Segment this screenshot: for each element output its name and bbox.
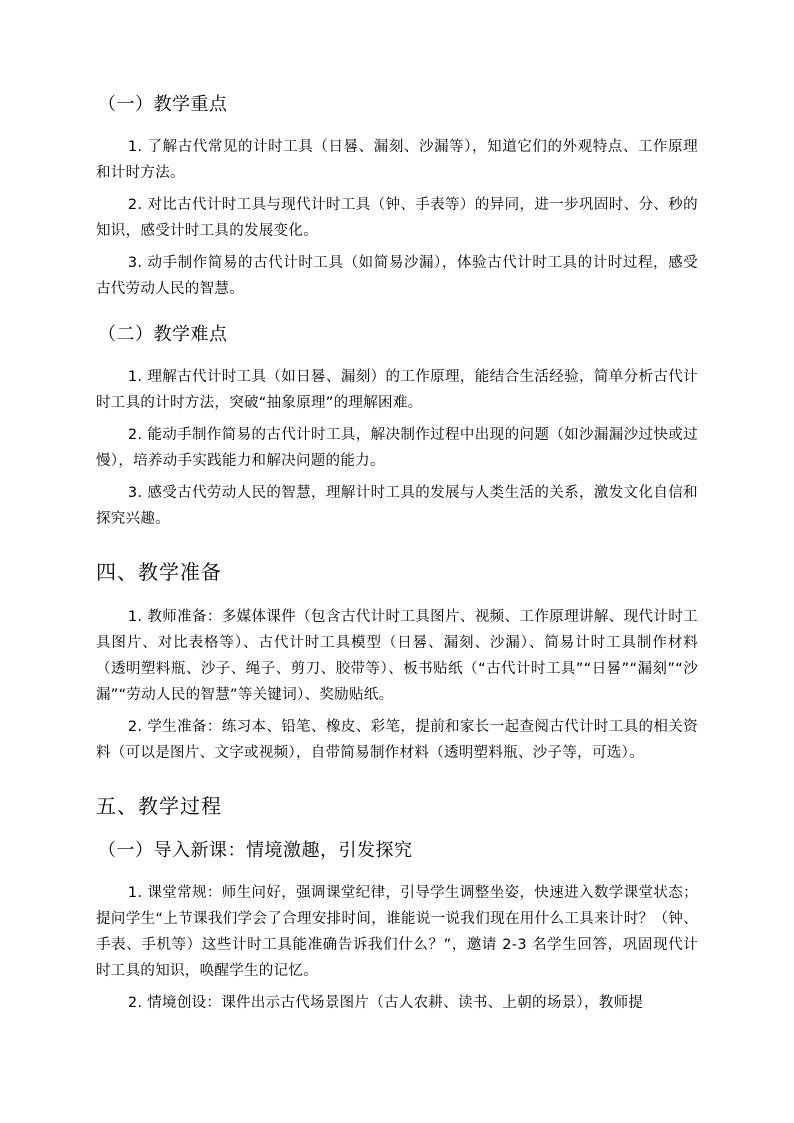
paragraph: 2. 情境创设：课件出示古代场景图片（古人农耕、读书、上朝的场景），教师提 xyxy=(127,995,644,1011)
section-heading-introduction: （一）导入新课：情境激趣，引发探究 xyxy=(98,840,413,861)
paragraph: 3. 动手制作简易的古代计时工具（如简易沙漏），体验古代计时工具的计时过程，感受古代劳动人民的智慧。 xyxy=(96,255,698,297)
paragraph: 2. 对比古代计时工具与现代计时工具（钟、手表等）的异同，进一步巩固时、分、秒的知识，感受计时工具的发展变化。 xyxy=(96,197,698,239)
section-heading-teaching-preparation: 四、教学准备 xyxy=(96,560,222,584)
section-heading-teaching-focus: （一）教学重点 xyxy=(98,94,228,115)
paragraph: 1. 教师准备：多媒体课件（包含古代计时工具图片、视频、工作原理讲解、现代计时工具图片、对比表格等）、古代计时工具模型（日晷、漏刻、沙漏）、简易计时工具制作材料（透明塑料瓶、沙子、绳子、剪刀、胶带等）、板书贴纸（“古代计时工具”“日晷”“漏刻”“沙漏”“劳动人民的智慧”等关键词）、奖励贴纸。 xyxy=(96,609,698,703)
paragraph: 1. 课堂常规：师生问好，强调课堂纪律，引导学生调整坐姿，快速进入数学课堂状态；提问学生“上节课我们学会了合理安排时间，谁能说一说我们现在用什么工具来计时？（钟、手表、手机等）这些计时工具能准确告诉我们什么？”，邀请 2-3 名学生回答，巩固现代计时工具的知识，唤醒学生的记忆。 xyxy=(96,885,698,979)
paragraph: 1. 了解古代常见的计时工具（日晷、漏刻、沙漏等），知道它们的外观特点、工作原理和计时方法。 xyxy=(96,139,698,181)
section-heading-teaching-difficulty: （二）教学难点 xyxy=(98,324,228,345)
section-heading-teaching-process: 五、教学过程 xyxy=(96,794,222,818)
paragraph: 3. 感受古代劳动人民的智慧，理解计时工具的发展与人类生活的关系，激发文化自信和探究兴趣。 xyxy=(96,485,698,527)
paragraph: 2. 能动手制作简易的古代计时工具，解决制作过程中出现的问题（如沙漏漏沙过快或过慢），培养动手实践能力和解决问题的能力。 xyxy=(96,427,698,469)
paragraph: 2. 学生准备：练习本、铅笔、橡皮、彩笔，提前和家长一起查阅古代计时工具的相关资料（可以是图片、文字或视频），自带简易制作材料（透明塑料瓶、沙子等，可选）。 xyxy=(96,719,698,761)
paragraph: 1. 理解古代计时工具（如日晷、漏刻）的工作原理，能结合生活经验，简单分析古代计时工具的计时方法，突破“抽象原理”的理解困难。 xyxy=(96,369,698,411)
